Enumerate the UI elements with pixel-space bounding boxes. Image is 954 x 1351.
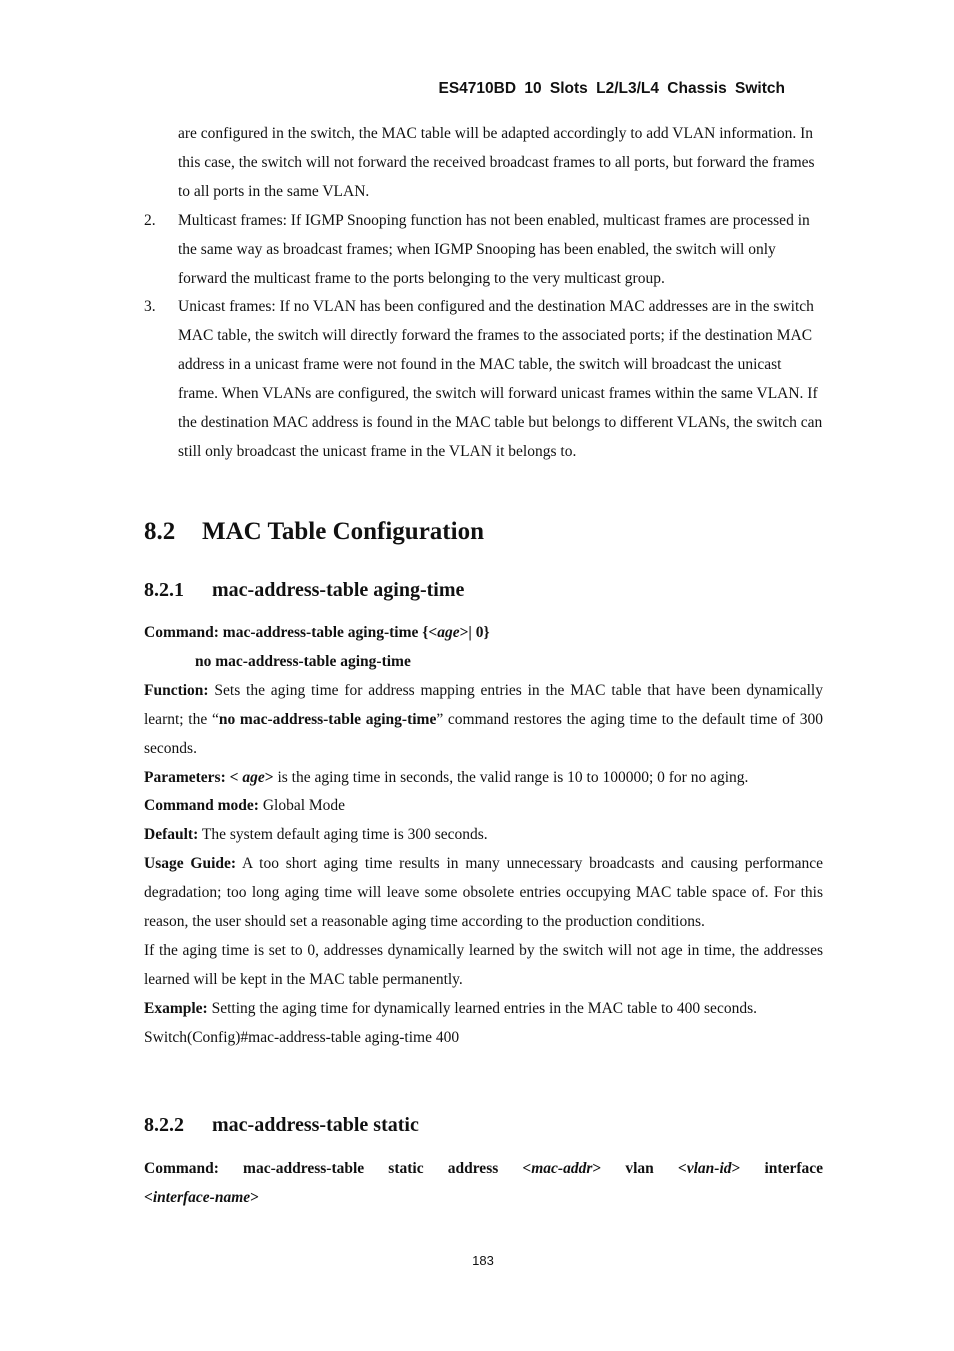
list-number-3: 3. (144, 298, 156, 315)
parameters-paragraph: Parameters: < age> is the aging time in seconds, the valid range is 10 to 100000; 0 for no aging. (144, 768, 749, 786)
function-paragraph: Function: Sets the aging time for address mapping entries in the MAC table that have been dynamically learnt; the “no mac-address-table aging-time” command restores the aging time to the default time of 300 seconds. (144, 681, 823, 757)
subsection-title: mac-address-table static (212, 1114, 419, 1136)
section-heading (144, 518, 484, 546)
subsection-number: 8.2.1 (144, 579, 184, 601)
default-paragraph: Default: The system default aging time is 300 seconds. (144, 826, 488, 844)
section-title: MAC Table Configuration (202, 518, 484, 545)
example-paragraph: Example: Setting the aging time for dynamically learned entries in the MAC table to 400 seconds. (144, 999, 757, 1017)
command-label: Command: mac-address-table aging-time {< (144, 624, 438, 641)
example-command: Switch(Config)#mac-address-table aging-time 400 (144, 1028, 460, 1046)
static-command-line: Command: mac-address-table static address <mac-addr> vlan <vlan-id> interface (144, 1160, 823, 1177)
usage-guide-continued: If the aging time is set to 0, addresses dynamically learned by the switch will not age in time, the addresses learned will be kept in the MAC table permanently. (144, 941, 823, 988)
continued-paragraph: are configured in the switch, the MAC table will be adapted accordingly to add VLAN information. In this case, the switch will not forward the received broadcast frames to all ports, but forward the frames to all ports in the same VLAN. (178, 125, 815, 200)
page-header: ES4710BD 10 Slots L2/L3/L4 Chassis Switch (438, 80, 785, 97)
command-mode-paragraph: Command mode: Global Mode (144, 797, 346, 815)
subsection-heading-aging-time (144, 579, 464, 602)
aging-time-block (144, 619, 823, 1053)
subsection-heading-static (144, 1114, 419, 1137)
list-item-unicast: Unicast frames: If no VLAN has been configured and the destination MAC addresses are in the switch MAC table, the switch will directly forward the frames to the associated ports; if the destination MAC address in a unicast frame were not found in the MAC table, the switch will broadcast the unicast frame. When VLANs are configured, the switch will forward unicast frames within the same VLAN. If the destination MAC address is found in the MAC table but belongs to different VLANs, the switch can still only broadcast the unicast frame in the VLAN it belongs to. (178, 298, 823, 460)
static-command-block (144, 1155, 823, 1213)
list-item-multicast: Multicast frames: If IGMP Snooping function has not been enabled, multicast frames are processed in the same way as broadcast frames; when IGMP Snooping has been enabled, the switch will only forward the multicast frame to the ports belonging to the very multicast group. (178, 212, 810, 287)
usage-guide-paragraph: Usage Guide: A too short aging time results in many unnecessary broadcasts and causing performance degradation; too long aging time will leave some obsolete entries occupying MAC table space of. For this reason, the user should set a reasonable aging time according to the production conditions. (144, 855, 824, 931)
command-tail: >| 0} (459, 624, 490, 641)
command-no-form: no mac-address-table aging-time (195, 652, 411, 670)
subsection-number: 8.2.2 (144, 1114, 184, 1136)
page-number: 183 (472, 1253, 494, 1268)
section-number: 8.2 (144, 518, 176, 545)
static-command-line-2: <interface-name> (144, 1188, 259, 1206)
command-line (144, 619, 823, 648)
command-arg: age (437, 624, 460, 641)
list-number-2: 2. (144, 212, 156, 229)
subsection-title: mac-address-table aging-time (212, 579, 465, 601)
